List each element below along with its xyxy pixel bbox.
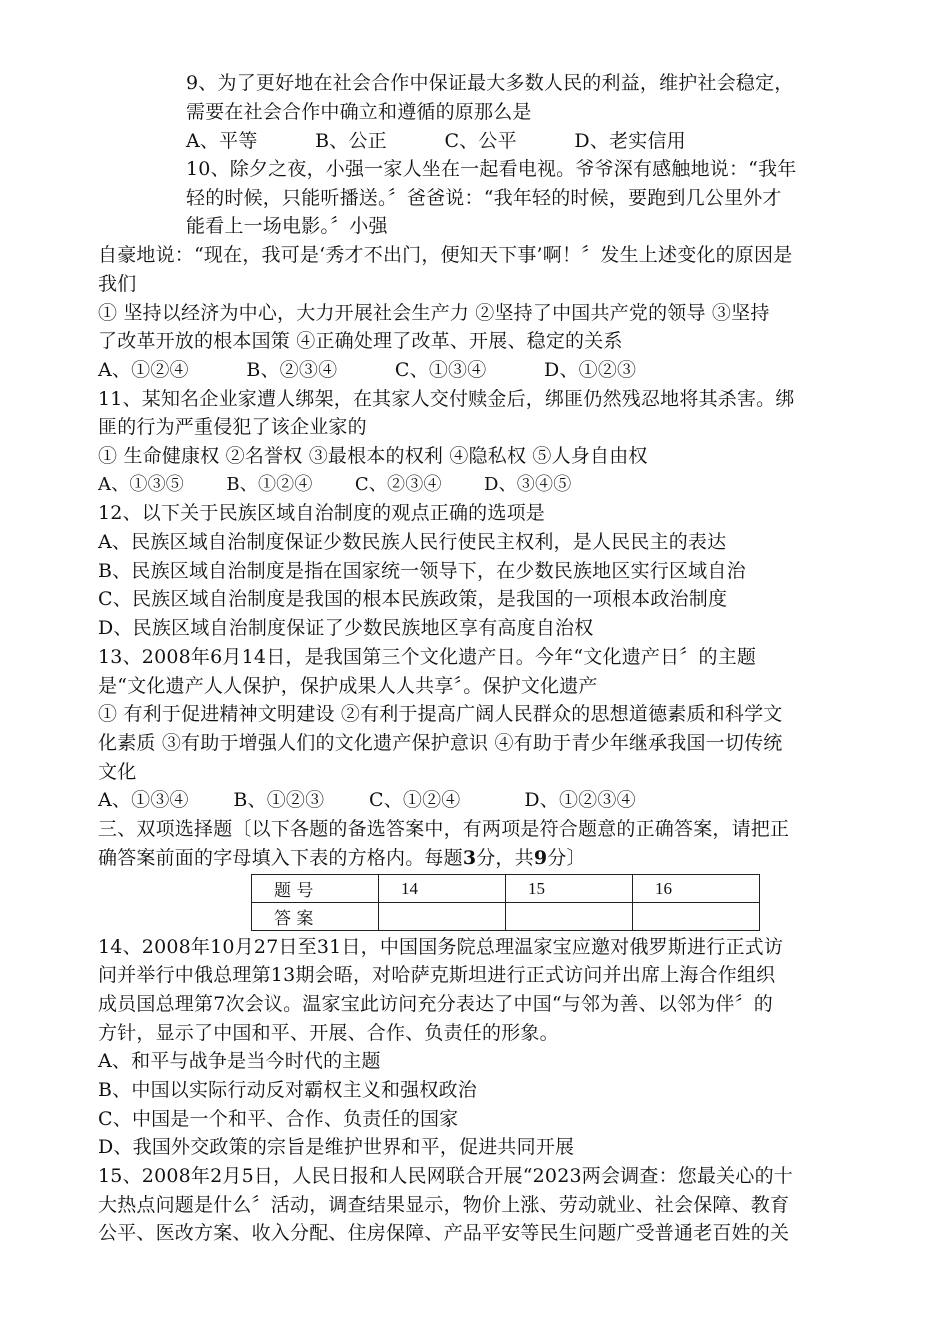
- table-header-label: 题 号: [252, 875, 379, 903]
- answer-cell-15[interactable]: [506, 903, 633, 931]
- q12-option-d: D、民族区域自治制度保证了少数民族地区享有高度自治权: [98, 617, 594, 639]
- table-col-15: 15: [506, 875, 633, 903]
- q10-line-2: 轻的时候，只能听播送。〞爸爸说：“我年轻的时候，要跑到几公里外才: [186, 187, 782, 209]
- q12-stem: 12、以下关于民族区域自治制度的观点正确的选项是: [98, 502, 545, 524]
- answer-cell-16[interactable]: [633, 903, 760, 931]
- section3-title-line-2: [98, 845, 586, 871]
- table-col-16: 16: [633, 875, 760, 903]
- q10-line-4: 自豪地说：“现在，我可是‘秀才不出门，便知天下事’啊！〞发生上述变化的原因是: [98, 244, 793, 266]
- q13-line-4: 化素质 ③有助于增强人们的文化遗产保护意识 ④有助于青少年继承我国一切传统: [98, 732, 783, 754]
- q14-line-2: 问并举行中俄总理第13期会晤，对哈萨克斯坦进行正式访问并出席上海合作组织: [98, 964, 776, 986]
- q12-option-c: C、民族区域自治制度是我国的根本民族政策，是我国的一项根本政治制度: [98, 588, 728, 610]
- q9-stem-line-1: 9、为了更好地在社会合作中保证最大多数人民的利益，维护社会稳定，: [186, 72, 794, 94]
- q10-options: A、①②④ B、②③④ C、①③④ D、①②③: [98, 359, 637, 381]
- q15-line-2: 大热点问题是什么〞活动，调查结果显示，物价上涨、劳动就业、社会保障、教育: [98, 1194, 790, 1216]
- section3-title-line-1: 三、双项选择题〔以下各题的备选答案中，有两项是符合题意的正确答案，请把正: [98, 818, 790, 840]
- section3-title-text-b: 分，共: [476, 847, 534, 869]
- q11-line-3: ① 生命健康权 ②名誉权 ③最根本的权利 ④隐私权 ⑤人身自由权: [98, 445, 648, 467]
- q10-line-6: ① 坚持以经济为中心，大力开展社会生产力 ②坚持了中国共产党的领导 ③坚持: [98, 302, 770, 324]
- q11-line-2: 匪的行为严重侵犯了该企业家的: [98, 416, 367, 438]
- q13-line-1: 13、2008年6月14日，是我国第三个文化遗产日。今年“文化遗产日〞的主题: [98, 646, 757, 668]
- q9-stem-line-2: 需要在社会合作中确立和遵循的原那么是: [186, 101, 532, 123]
- q13-line-5: 文化: [98, 761, 137, 783]
- q9-options: A、平等 B、公正 C、公平 D、老实信用: [186, 130, 686, 152]
- q14-option-c: C、中国是一个和平、合作、负责任的国家: [98, 1108, 459, 1130]
- q13-options: A、①③④ B、①②③ C、①②④ D、①②③④: [98, 789, 636, 811]
- q13-line-3: ① 有利于促进精神文明建设 ②有利于提高广阔人民群众的思想道德素质和科学文: [98, 703, 783, 725]
- section3-title-text-c: 分〕: [547, 847, 586, 869]
- table-col-14: 14: [379, 875, 506, 903]
- q14-option-b: B、中国以实际行动反对霸权主义和强权政治: [98, 1079, 477, 1101]
- q10-line-3: 能看上一场电影。〞小强: [186, 215, 388, 237]
- table-answer-label: 答 案: [252, 903, 379, 931]
- section3-title-text-a: 确答案前面的字母填入下表的方格内。每题: [98, 847, 463, 869]
- q14-option-a: A、和平与战争是当今时代的主题: [98, 1050, 381, 1072]
- q13-line-2: 是“文化遗产人人保护，保护成果人人共享〞。保护文化遗产: [98, 675, 598, 697]
- q14-line-1: 14、2008年10月27日至31日，中国国务院总理温家宝应邀对俄罗斯进行正式访: [98, 936, 784, 958]
- q14-line-4: 方针，显示了中国和平、开展、合作、负责任的形象。: [98, 1022, 559, 1044]
- section3-score-each: 3: [462, 847, 477, 869]
- q10-line-5: 我们: [98, 273, 137, 295]
- q15-line-1: 15、2008年2月5日，人民日报和人民网联合开展“2023两会调查：您最关心的十: [98, 1165, 793, 1187]
- answer-cell-14[interactable]: [379, 903, 506, 931]
- section3-score-total: 9: [533, 847, 548, 869]
- answer-table-answer-row: [252, 903, 760, 931]
- q14-option-d: D、我国外交政策的宗旨是维护世界和平，促进共同开展: [98, 1136, 575, 1158]
- q10-line-1: 10、除夕之夜，小强一家人坐在一起看电视。爷爷深有感触地说：“我年: [186, 158, 797, 180]
- q10-line-7: 了改革开放的根本国策 ④正确处理了改革、开展、稳定的关系: [98, 330, 623, 352]
- q12-option-a: A、民族区域自治制度保证少数民族人民行使民主权利，是人民民主的表达: [98, 531, 727, 553]
- q11-options: A、①③⑤ B、①②④ C、②③④ D、③④⑤: [98, 474, 572, 495]
- q14-line-3: 成员国总理第7次会议。温家宝此访问充分表达了中国“与邻为善、以邻为伴〞的: [98, 993, 774, 1015]
- q15-line-3: 公平、医改方案、收入分配、住房保障、产品平安等民生问题广受普通老百姓的关: [98, 1222, 790, 1244]
- answer-table-header-row: [252, 875, 760, 903]
- q12-option-b: B、民族区域自治制度是指在国家统一领导下，在少数民族地区实行区域自治: [98, 560, 746, 582]
- answer-table: [251, 874, 760, 931]
- q11-line-1: 11、某知名企业家遭人绑架，在其家人交付赎金后，绑匪仍然残忍地将其杀害。绑: [98, 388, 795, 410]
